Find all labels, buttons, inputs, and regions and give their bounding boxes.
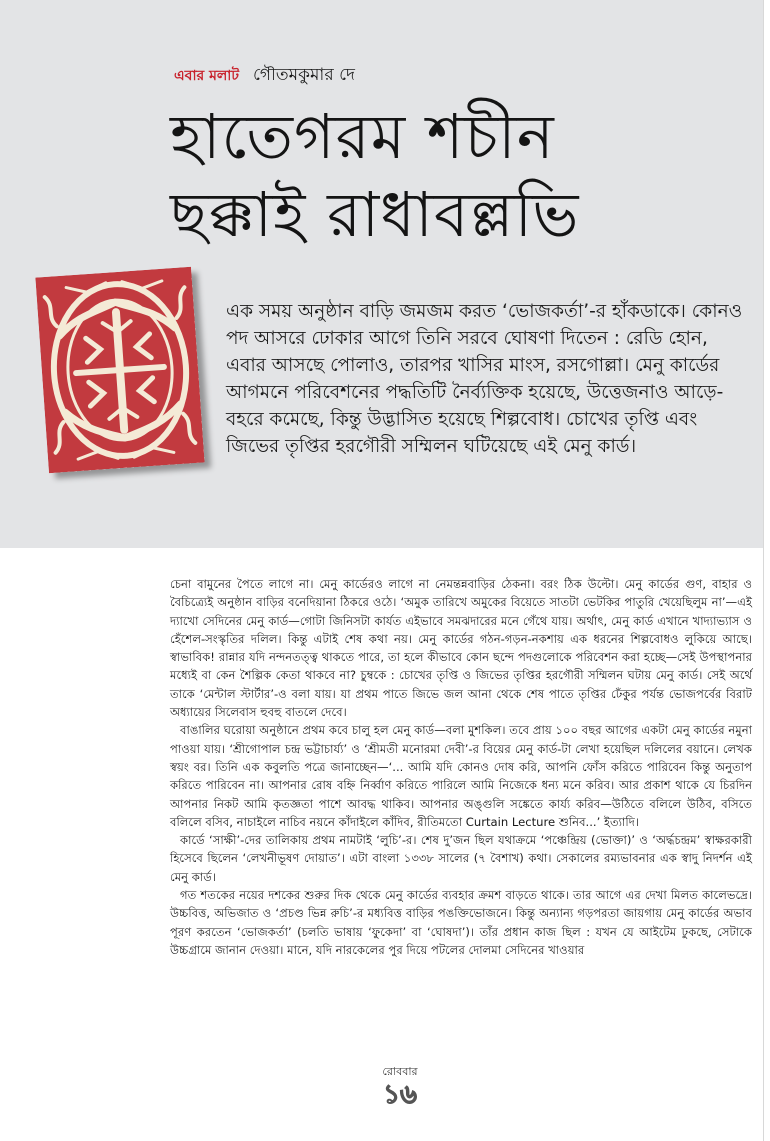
title-line-2: ছক্কাই রাধাবল্লভি [170,178,580,251]
page-edge-divider [763,0,764,1141]
page-footer [360,1063,440,1108]
body-paragraph-1: চেনা বামুনের পৈতে লাগে না। মেনু কার্ডেরও লাগে না নেমন্তন্নবাড়ির ঠেকনা। বরং ঠিক উল্টো। মেনু কার্ডের গুণ, বাহার ও বৈচিত্র্যেই অনুষ্ঠান বাড়ির বনেদিয়ানা ঠিকরে ওঠে। ‘অমুক তারিখে অমুকের বিয়েতে সাতটা ভেটকির পাতুরি খেয়েছিলুম না’—এই দ্যাখো সেদিনের মেনু কার্ড—গোটা জিনিসটা কার্যত এইভাবে সমঝদারের মনে গেঁথে যায়। অর্থাৎ, মেনু কার্ড এখানে খাদ্যাভ্যাস ও হেঁশেল-সংস্কৃতির দলিল। কিন্তু এটাই শেষ কথা নয়। মেনু কার্ডের গঠন-গড়ন-নকশায় এক ধরনের শিল্পবোধও লুকিয়ে আছে। স্বাভাবিক! রান্নার যদি নন্দনতত্ত্ব থাকতে পারে, তা হলে কীভাবে কোন ছন্দে পদগুলোকে পরিবেশন করা হচ্ছে—সেই উপস্থাপনার মধ্যেই বা কেন শৈল্পিক কেতা থাকবে না? চুম্বকে : চোখের তৃপ্তি ও জিভের তৃপ্তির হরগৌরী সম্মিলন ঘটায় মেনু কার্ড। সেই অর্থে তাকে ‘মেন্টাল স্টার্টার’-ও বলা যায়। যা প্রথম পাতে জিভে জল আনা থেকে শেষ পাতে তৃপ্তির ঢেঁকুর পর্যন্ত ভোজপর্বের বিরাট অধ্যায়ের সিলেবাস হুবহু বাতলে দেবে। [170,577,752,720]
intro-paragraph: এক সময় অনুষ্ঠান বাড়ি জমজম করত ‘ভোজকর্তা’-র হাঁকডাকে। কোনও পদ আসরে ঢোকার আগে তিনি সরবে ঘোষণা দিতেন : রেডি হোন, এবার আসছে পোলাও, তারপর খাসির মাংস, রসগোল্লা। মেনু কার্ডের আগমনে পরিবেশনের পদ্ধতিটি নৈর্ব্যক্তিক হয়েছে, উত্তেজনাও আড়ে-বহরে কমেছে, কিন্তু উদ্ভাসিত হয়েছে শিল্পবোধ। চোখের তৃপ্তি এবং জিভের তৃপ্তির হরগৌরী সম্মিলন ঘটিয়েছে এই মেনু কার্ড। [226,301,743,457]
alpona-motif-artwork [35,267,204,473]
body-paragraph-3: কার্ডে ‘সাক্ষী’-দের তালিকায় প্রথম নামটাই ‘লুচি’-র। শেষ দু’জন ছিল যথাক্রমে ‘পঞ্চেন্দ্রিয় (ভোক্তা)’ ও ‘অর্দ্ধচন্দ্রম’ স্বাক্ষরকারী হিসেবে ছিলেন ‘লেখনীভূষণ দোয়াত’। এটা বাংলা ১৩৩৮ সালের (৭ বৈশাখ) কথা। সেকালের রম্যভাবনার এক স্বাদু নিদর্শন এই মেনু কার্ড। [170,833,752,884]
body-paragraph-4: গত শতকের নয়ের দশকের শুরুর দিক থেকে মেনু কার্ডের ব্যবহার ক্রমশ বাড়তে থাকে। তার আগে এর দেখা মিলত কালেভদ্রে। উচ্চবিত্ত, অভিজাত ও ‘প্রচণ্ড ভিন্ন রুচি’-র মধ্যবিত্ত বাড়ির পঙক্তিভোজনে। কিন্তু অন্যান্য গড়পরতা জায়গায় মেনু কার্ডের অভাব পূরণ করতেন ‘ভোজকর্তা’ (চলতি ভাষায় ‘ফুকেদা’ বা ‘ঘোষদা’)। তাঁর প্রধান কাজ ছিল : যখন যে আইটেম ঢুকছে, সেটাকে উচ্চগ্রামে জানান দেওয়া। মানে, যদি নারকেলের পুর দিয়ে পটলের দোলমা সেদিনের খাওয়ার [170,888,752,957]
byline [174,62,355,86]
title-line-1: হাতেগরম শচীন [170,100,555,173]
page-number: ১৬ [383,1080,417,1110]
author-name: গৌতমকুমার দে [252,65,355,85]
section-tag: এবার মলাট [174,68,239,84]
article-body [170,575,752,959]
article-title [170,98,760,254]
magazine-name: রোববার [382,1065,418,1078]
body-paragraph-2: বাঙালির ঘরোয়া অনুষ্ঠানে প্রথম কবে চালু হল মেনু কার্ড—বলা মুশকিল। তবে প্রায় ১০০ বছর আগের একটা মেনু কার্ডের নমুনা পাওয়া যায়। ‘শ্রীগোপাল চন্দ্র ভট্টাচার্য্য’ ও ‘শ্রীমতী মনোরমা দেবী’-র বিয়ের মেনু কার্ড-টা লেখা হয়েছিল দলিলের বয়ানে। লেখক স্বয়ং বর। তিনি এক কবুলতি পত্রে জানাচ্ছেন—‘... আমি যদি কোনও দোষ করি, আপনি ফোঁস করিতে পারিবেন কিন্তু অনুতাপ করিতে পারিবেন না। আপনার রোষ বহ্নি নির্ব্বাণ করিতে পারিলে আমি নিজেকে ধন্য মনে করিব। আর প্রকাশ থাকে যে চিরদিন আপনার নিকট আমি কৃতজ্ঞতা পাশে আবদ্ধ থাকিব। আপনার অঙ্গুলি সঙ্কেতে কার্য্য করিব—উঠিতে বলিলে উঠিব, বসিতে বলিলে বসিব, নাচাইলে নাচিব নয়নে কাঁদাইলে কাঁদিব, রীতিমতো Curtain Lecture শুনিব...’ ইত্যাদি। [170,723,752,829]
